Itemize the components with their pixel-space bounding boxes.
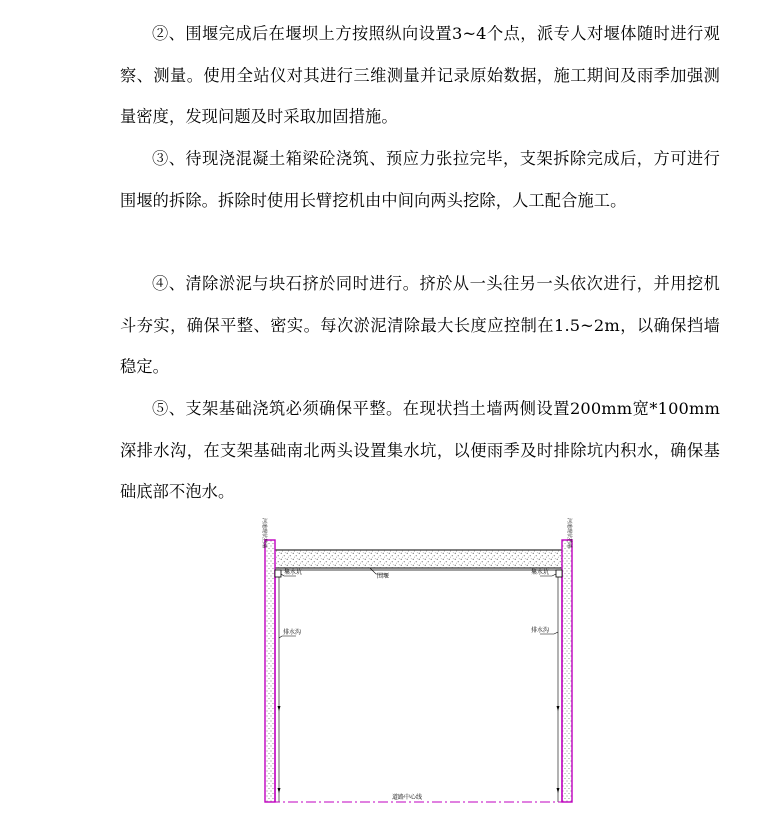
right-sump: [556, 570, 562, 577]
paragraph-item-5: ⑤、支架基础浇筑必须确保平整。在现状挡土墙两侧设置200mm宽*100mm深排水沟，在支架基础南北两头设置集水坑，以便雨季及时排除坑内积水，确保基础底部不泡水。: [120, 399, 720, 501]
paragraph-item-3: ③、待现浇混凝土箱梁砼浇筑、预应力张拉完毕，支架拆除完成后，方可进行围堰的拆除。拆除时使用长臂挖机由中间向两头挖除，人工配合施工。: [120, 149, 720, 210]
left-ditch-label: 排水沟: [283, 629, 302, 636]
right-sump-label: 集水坑: [531, 569, 550, 576]
left-wall-label: 河道现状挡墙: [261, 518, 267, 549]
right-retaining-wall: [562, 540, 572, 802]
left-arrow-mark-2: [278, 788, 281, 793]
left-retaining-wall: [265, 540, 275, 802]
cofferdam-slab: [270, 550, 568, 568]
left-sump: [275, 570, 281, 577]
right-arrow-mark-2: [557, 788, 560, 793]
drainage-plan-figure: [250, 510, 590, 810]
cofferdam-label: 围堰: [377, 573, 390, 580]
centerline-label: 道路中心线: [392, 794, 423, 801]
left-ditch-leader: [279, 636, 296, 638]
right-ditch-label: 排水沟: [531, 627, 550, 634]
paragraph-item-2: ②、围堰完成后在堰坝上方按照纵向设置3~4个点，派专人对堰体随时进行观察、测量。使用全站仪对其进行三维测量并记录原始数据，施工期间及雨季加强测量密度，发现问题及时采取加固措施。: [120, 24, 720, 126]
drainage-plan-drawing: [250, 510, 590, 810]
paragraph-item-4: ④、清除淤泥与块石挤於同时进行。挤於从一头往另一头依次进行，并用挖机斗夯实，确保平整、密实。每次淤泥清除最大长度应控制在1.5~2m，以确保挡墙稳定。: [120, 274, 720, 376]
right-arrow-mark-1: [557, 706, 560, 711]
right-wall-label: 河道现状挡墙: [566, 518, 572, 549]
left-sump-label: 集水坑: [284, 569, 303, 576]
left-arrow-mark-1: [278, 706, 281, 711]
